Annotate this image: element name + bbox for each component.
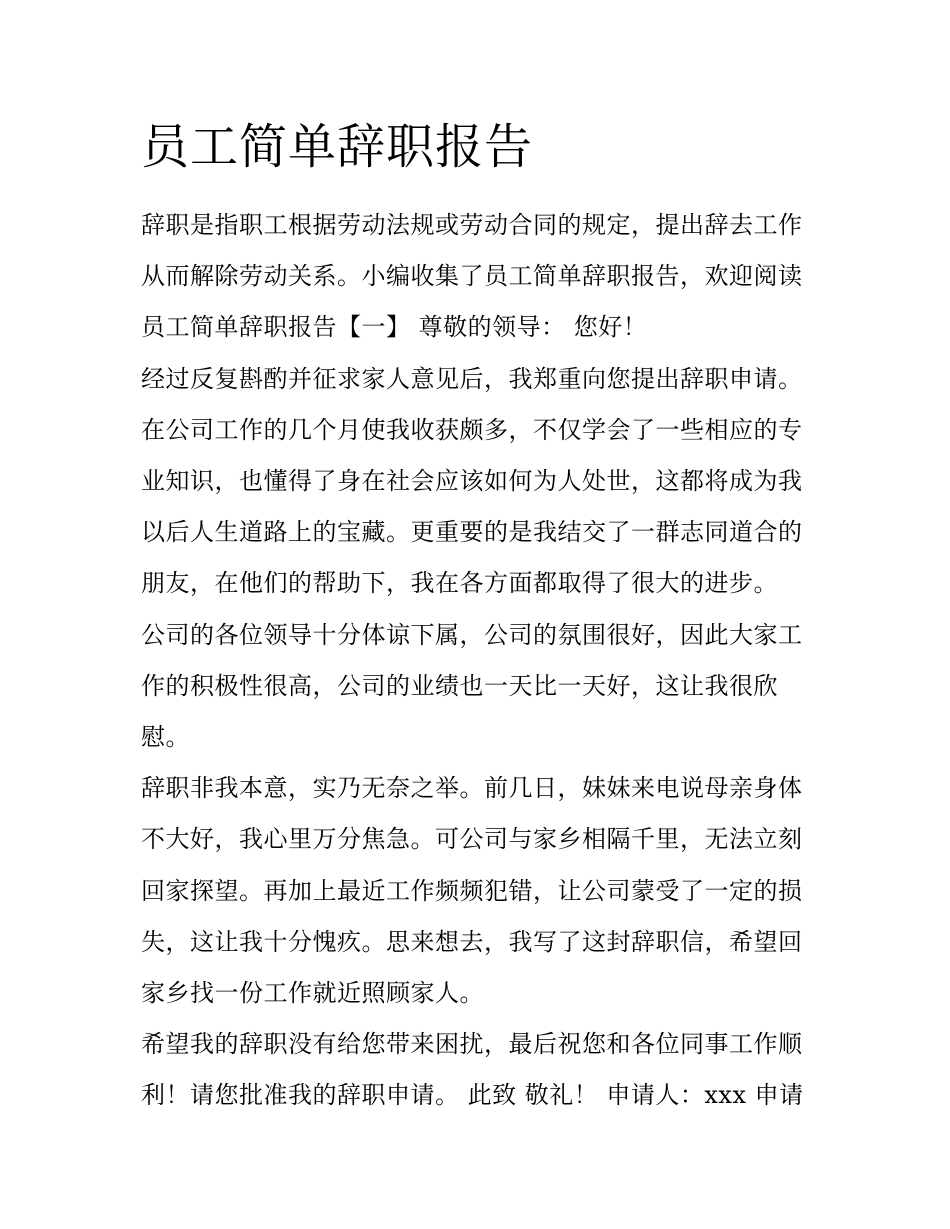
- paragraph-reason: 辞职非我本意，实乃无奈之举。前几日，妹妹来电说母亲身体不大好，我心里万分焦急。可公司与家乡相隔千里，无法立刻回家探望。再加上最近工作频频犯错，让公司蒙受了一定的损失，这让我十分愧疚。思来想去，我写了这封辞职信，希望回家乡找一份工作就近照顾家人。: [141, 774, 803, 1008]
- document-body: [141, 112, 821, 1122]
- paragraph-opening: 经过反复斟酌并征求家人意见后，我郑重向您提出辞职申请。: [141, 364, 803, 393]
- document-title: 员工简单辞职报告: [141, 119, 534, 175]
- paragraph-intro: 辞职是指职工根据劳动法规或劳动合同的规定，提出辞去工作从而解除劳动关系。小编收集了员工简单辞职报告，欢迎阅读: [141, 211, 803, 291]
- paragraph-gains: 在公司工作的几个月使我收获颇多，不仅学会了一些相应的专业知识，也懂得了身在社会应该如何为人处世，这都将成为我以后人生道路上的宝藏。更重要的是我结交了一群志同道合的朋友，在他们的帮助下，我在各方面都取得了很大的进步。: [141, 415, 803, 598]
- paragraph-salutation: 员工简单辞职报告【一】 尊敬的领导： 您好！: [141, 313, 648, 342]
- paragraph-closing: 希望我的辞职没有给您带来困扰，最后祝您和各位同事工作顺利！请您批准我的辞职申请。 此致 敬礼！ 申请人：xxx 申请: [141, 1030, 804, 1110]
- paragraph-company: 公司的各位领导十分体谅下属，公司的氛围很好，因此大家工作的积极性很高，公司的业绩也一天比一天好，这让我很欣慰。: [141, 620, 803, 752]
